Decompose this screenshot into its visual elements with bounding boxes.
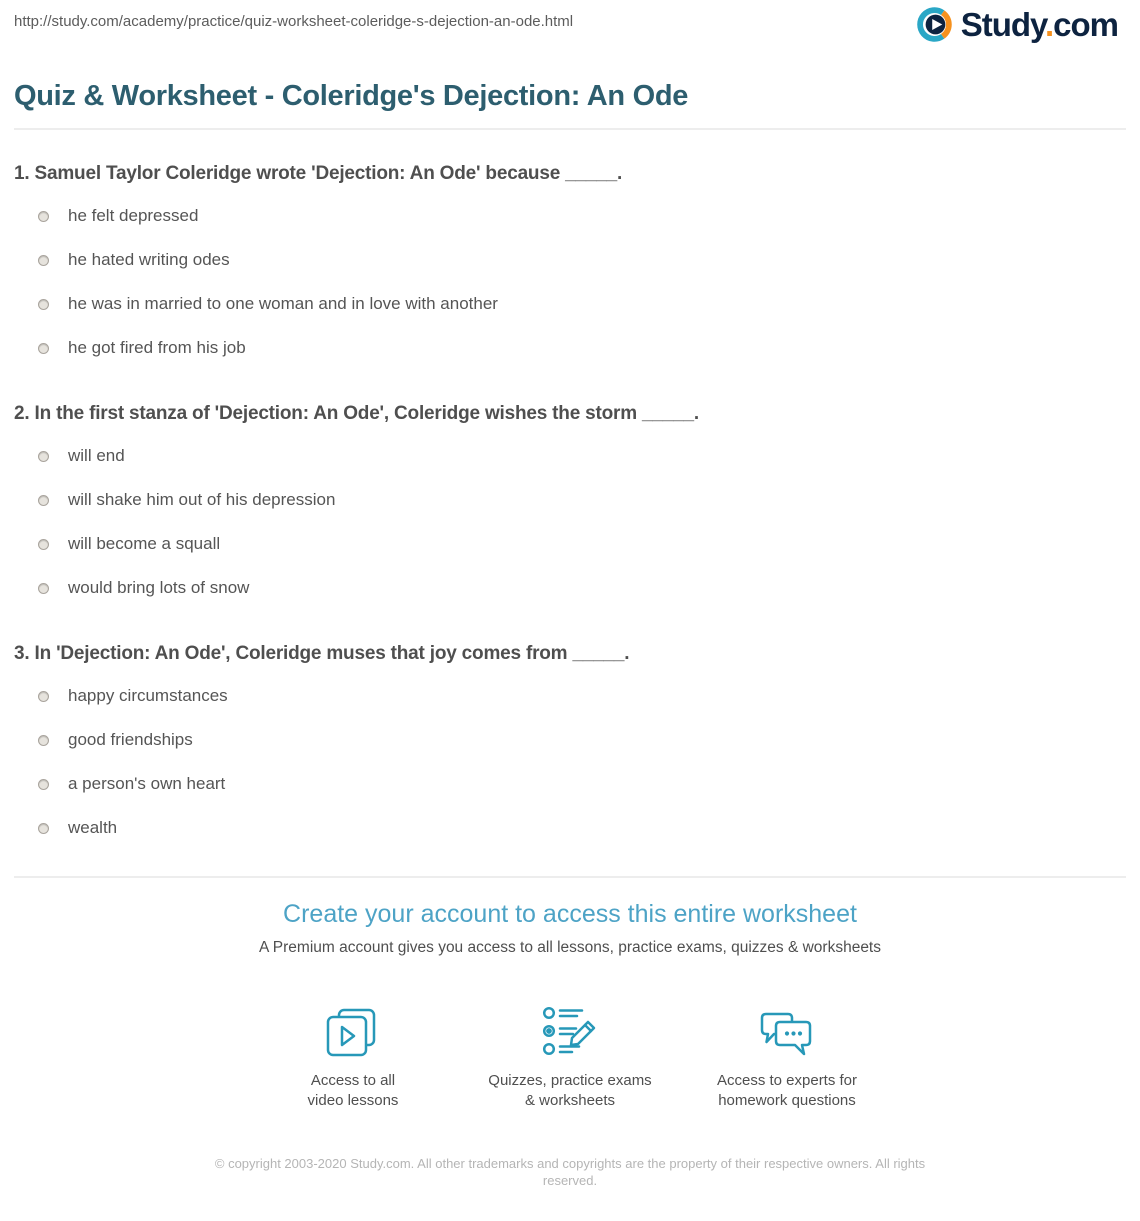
studycom-logo-icon bbox=[917, 6, 954, 43]
feature-video-lessons bbox=[245, 1001, 462, 1111]
cta-heading: Create your account to access this entire worksheet bbox=[283, 900, 857, 928]
radio-button-icon[interactable] bbox=[38, 255, 49, 266]
header bbox=[14, 0, 1126, 58]
studycom-logo-text: Study.com bbox=[960, 6, 1118, 43]
radio-button-icon[interactable] bbox=[38, 539, 49, 550]
feature-expert-help bbox=[679, 1001, 896, 1111]
question-2 bbox=[14, 403, 1126, 610]
feature-label: Access to experts for homework questions bbox=[716, 1072, 858, 1109]
answer-option[interactable] bbox=[14, 806, 1126, 850]
answer-option[interactable] bbox=[14, 282, 1126, 326]
feature-label: Access to all video lessons bbox=[307, 1072, 399, 1109]
answer-option-label[interactable]: will become a squall bbox=[68, 534, 221, 553]
answer-option[interactable] bbox=[14, 326, 1126, 370]
question-2-options bbox=[14, 434, 1126, 610]
answer-option-label[interactable]: he felt depressed bbox=[68, 206, 199, 225]
question-text: 3. In 'Dejection: An Ode', Coleridge muses that joy comes from _____. bbox=[14, 643, 630, 664]
quiz-section bbox=[14, 163, 1126, 876]
video-lessons-icon bbox=[245, 1001, 462, 1059]
answer-option-label[interactable]: will end bbox=[68, 446, 125, 465]
radio-button-icon[interactable] bbox=[38, 451, 49, 462]
answer-option[interactable] bbox=[14, 566, 1126, 610]
answer-option-label[interactable]: wealth bbox=[68, 818, 118, 837]
feature-quizzes-worksheets bbox=[462, 1001, 679, 1111]
question-3-options bbox=[14, 674, 1126, 850]
question-1-options bbox=[14, 194, 1126, 370]
answer-option-label[interactable]: happy circumstances bbox=[68, 686, 228, 705]
answer-option[interactable] bbox=[14, 522, 1126, 566]
features-row bbox=[14, 1001, 1126, 1111]
radio-button-icon[interactable] bbox=[38, 211, 49, 222]
footer bbox=[14, 1155, 1126, 1221]
page-title: Quiz & Worksheet - Coleridge's Dejection: An Ode bbox=[14, 80, 689, 112]
question-text: 1. Samuel Taylor Coleridge wrote 'Dejection: An Ode' because _____. bbox=[14, 163, 623, 184]
answer-option[interactable] bbox=[14, 718, 1126, 762]
answer-option[interactable] bbox=[14, 478, 1126, 522]
radio-button-icon[interactable] bbox=[38, 823, 49, 834]
copyright-text: © copyright 2003-2020 Study.com. All other trademarks and copyrights are the property of their respective owners. All rights reserved. bbox=[214, 1156, 926, 1188]
radio-button-icon[interactable] bbox=[38, 691, 49, 702]
radio-button-icon[interactable] bbox=[38, 583, 49, 594]
radio-button-icon[interactable] bbox=[38, 343, 49, 354]
question-1 bbox=[14, 163, 1126, 370]
studycom-logo[interactable] bbox=[917, 6, 1118, 43]
answer-option-label[interactable]: will shake him out of his depression bbox=[68, 490, 336, 509]
radio-button-icon[interactable] bbox=[38, 495, 49, 506]
page-url: http://study.com/academy/practice/quiz-worksheet-coleridge-s-dejection-an-ode.html bbox=[14, 13, 574, 30]
question-3 bbox=[14, 643, 1126, 850]
feature-label: Quizzes, practice exams & worksheets bbox=[488, 1072, 652, 1109]
radio-button-icon[interactable] bbox=[38, 735, 49, 746]
radio-button-icon[interactable] bbox=[38, 779, 49, 790]
answer-option[interactable] bbox=[14, 762, 1126, 806]
answer-option-label[interactable]: good friendships bbox=[68, 730, 193, 749]
answer-option-label[interactable]: he got fired from his job bbox=[68, 338, 246, 357]
quiz-pencil-icon bbox=[462, 1001, 679, 1059]
answer-option-label[interactable]: a person's own heart bbox=[68, 774, 226, 793]
answer-option[interactable] bbox=[14, 238, 1126, 282]
cta-section bbox=[14, 878, 1126, 1111]
answer-option-label[interactable]: would bring lots of snow bbox=[68, 578, 250, 597]
cta-subheading: A Premium account gives you access to all lessons, practice exams, quizzes & worksheets bbox=[259, 939, 881, 956]
title-divider bbox=[14, 128, 1126, 130]
answer-option-label[interactable]: he was in married to one woman and in love with another bbox=[68, 294, 498, 313]
radio-button-icon[interactable] bbox=[38, 299, 49, 310]
answer-option-label[interactable]: he hated writing odes bbox=[68, 250, 230, 269]
answer-option[interactable] bbox=[14, 194, 1126, 238]
answer-option[interactable] bbox=[14, 434, 1126, 478]
chat-bubbles-icon bbox=[679, 1001, 896, 1059]
answer-option[interactable] bbox=[14, 674, 1126, 718]
question-text: 2. In the first stanza of 'Dejection: An Ode', Coleridge wishes the storm _____. bbox=[14, 403, 699, 424]
